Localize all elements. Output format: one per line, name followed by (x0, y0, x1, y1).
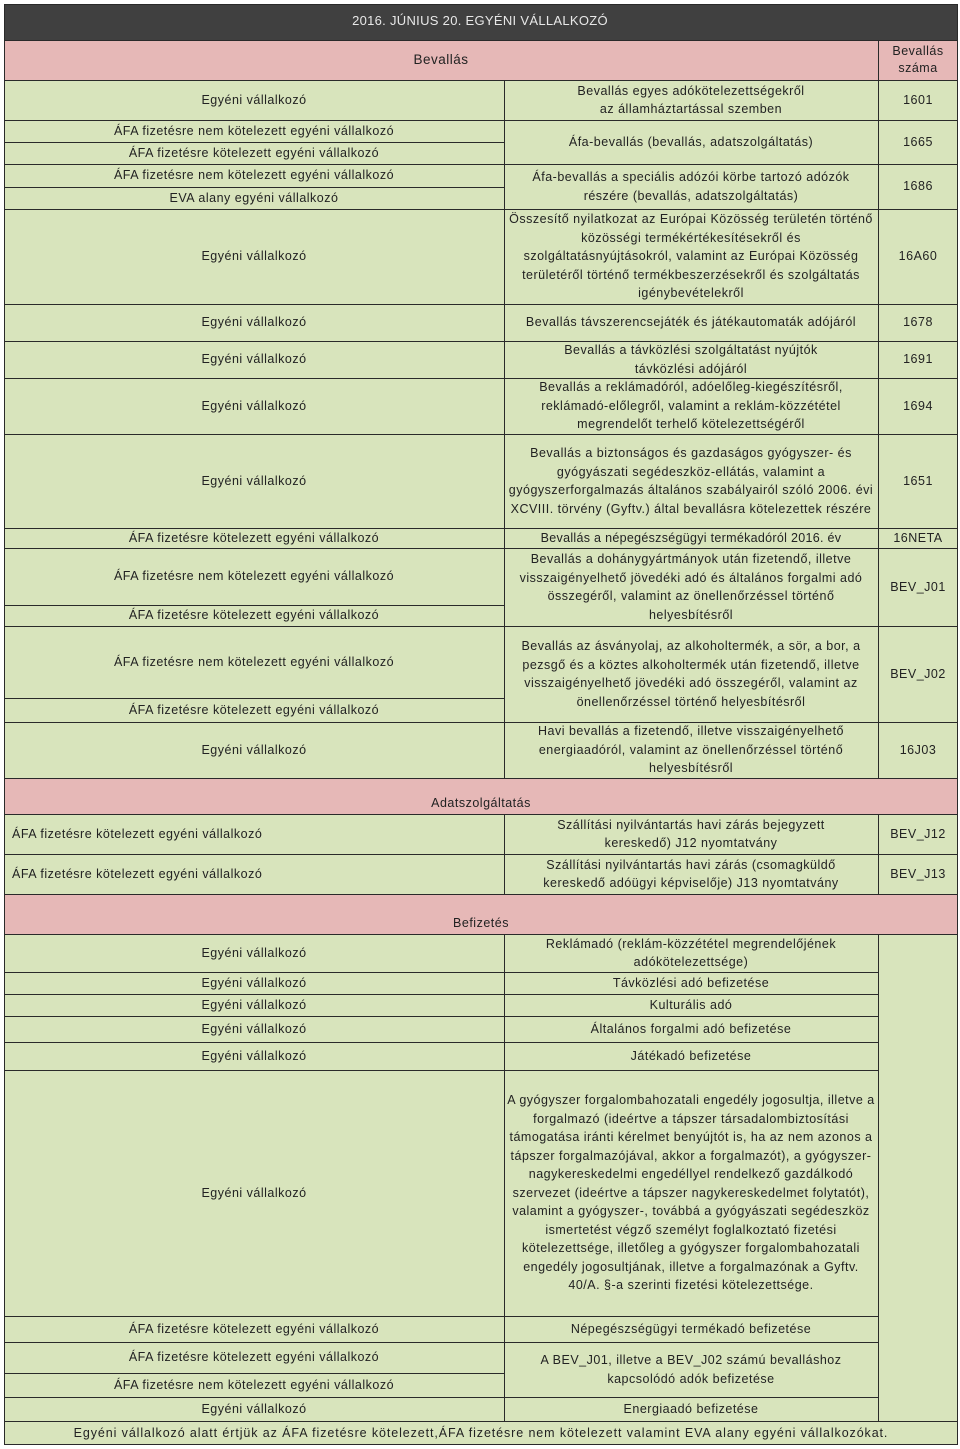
form-code: 16NETA (878, 528, 958, 548)
form-description: Bevallás az ásványolaj, az alkoholtermék, a sör, a bor, a pezsgő és a köztes alkoholtermék után fizetendő, illetve visszaigényelhető jövedéki adó összegéről, valamint az önellenőrzéssel történő helyesbítésről (504, 626, 878, 722)
form-code: 1691 (878, 341, 958, 378)
payment-description: Játékadó befizetése (504, 1042, 878, 1070)
taxpayer-cell: Egyéni vállalkozó (4, 378, 504, 434)
form-description: Bevallás egyes adókötelezettségekről az államháztartással szemben (504, 80, 878, 120)
taxpayer-cell: ÁFA fizetésre kötelezett egyéni vállalkozó (4, 142, 504, 164)
taxpayer-cell: Egyéni vállalkozó (4, 934, 504, 972)
taxpayer-cell: ÁFA fizetésre nem kötelezett egyéni vállalkozó (4, 1373, 504, 1397)
taxpayer-cell: Egyéni vállalkozó (4, 994, 504, 1016)
form-code: 1694 (878, 378, 958, 434)
payment-description: A gyógyszer forgalombahozatali engedély jogosultja, illetve a forgalmazó (ideértve a tápszer társadalombiztosítási támogatása iránti kérelmet benyújtót is, ha az nem azonos a tápszer forgalmazójával, akkor a forgalmazót), a gyógyszer-nagykereskedelmi engedéllyel rendelkező gazdálkodó szervezet (ideértve a tápszer nagykereskedelmet folytatót), valamint a gyógyszer-, továbbá a gyógyászati segédeszköz ismertetést végző személyt foglalkoztató fizetési kötelezettsége, illetőleg a gyógyszer forgalombahozatali engedély jogosultjának, illetve a forgalmazónak a Gyftv. 40/A. §-a szerinti fizetési kötelezettsége. (504, 1070, 878, 1316)
taxpayer-cell: ÁFA fizetésre kötelezett egyéni vállalkozó (4, 605, 504, 626)
form-code: BEV_J01 (878, 548, 958, 626)
taxpayer-cell: Egyéni vállalkozó (4, 1042, 504, 1070)
taxpayer-cell: Egyéni vállalkozó (4, 304, 504, 341)
taxpayer-cell: ÁFA fizetésre kötelezett egyéni vállalkozó (4, 528, 504, 548)
form-description: Bevallás a dohánygyártmányok után fizetendő, illetve visszaigényelhető jövedéki adó és általános forgalmi adó összegéről, valamint az önellenőrzéssel történő helyesbítésről (504, 548, 878, 626)
payment-description: Kulturális adó (504, 994, 878, 1016)
form-description: Áfa-bevallás a speciális adózói körbe tartozó adózók részére (bevallás, adatszolgáltatás) (504, 164, 878, 209)
column-header-bevallas-szama: Bevallás száma (878, 40, 958, 80)
taxpayer-cell: ÁFA fizetésre nem kötelezett egyéni vállalkozó (4, 626, 504, 698)
taxpayer-cell: Egyéni vállalkozó (4, 434, 504, 528)
payment-description: Energiaadó befizetése (504, 1397, 878, 1421)
taxpayer-cell: ÁFA fizetésre kötelezett egyéni vállalkozó (4, 1316, 504, 1342)
taxpayer-cell: ÁFA fizetésre kötelezett egyéni vállalkozó (4, 814, 504, 854)
payment-description: A BEV_J01, illetve a BEV_J02 számú bevalláshoz kapcsolódó adók befizetése (504, 1342, 878, 1397)
form-description: Szállítási nyilvántartás havi zárás bejegyzett kereskedő) J12 nyomtatvány (504, 814, 878, 854)
form-code: BEV_J13 (878, 854, 958, 894)
form-code: 1601 (878, 80, 958, 120)
section-header-befizetes: Befizetés (4, 894, 958, 934)
payment-description: Általános forgalmi adó befizetése (504, 1016, 878, 1042)
form-description: Bevallás a népegészségügyi termékadóról 2016. év (504, 528, 878, 548)
taxpayer-cell: Egyéni vállalkozó (4, 341, 504, 378)
form-code: 16J03 (878, 722, 958, 778)
code-column-empty (878, 934, 958, 1421)
taxpayer-cell: ÁFA fizetésre kötelezett egyéni vállalkozó (4, 698, 504, 722)
taxpayer-cell: ÁFA fizetésre nem kötelezett egyéni vállalkozó (4, 548, 504, 605)
taxpayer-cell: Egyéni vállalkozó (4, 972, 504, 994)
form-code: 1651 (878, 434, 958, 528)
form-description: Bevallás a biztonságos és gazdaságos gyógyszer- és gyógyászati segédeszköz-ellátás, valamint a gyógyszerforgalmazás általános szabályairól szóló 2006. évi XCVIII. törvény (Gyftv.) által bevallásra kötelezettek részére (504, 434, 878, 528)
payment-description: Távközlési adó befizetése (504, 972, 878, 994)
form-description: Szállítási nyilvántartás havi zárás (csomagküldő kereskedő adóügyi képviselője) J13 nyomtatvány (504, 854, 878, 894)
footer-note: Egyéni vállalkozó alatt értjük az ÁFA fizetésre kötelezett,ÁFA fizetésre nem kötelezett valamint EVA alany egyéni vállalkozókat. (4, 1421, 958, 1445)
form-code: BEV_J12 (878, 814, 958, 854)
page-title: 2016. JÚNIUS 20. EGYÉNI VÁLLALKOZÓ (352, 12, 608, 28)
form-code: 1678 (878, 304, 958, 341)
taxpayer-cell: Egyéni vállalkozó (4, 80, 504, 120)
form-code: 16A60 (878, 209, 958, 304)
form-code: 1686 (878, 164, 958, 209)
form-description: Havi bevallás a fizetendő, illetve visszaigényelhető energiaadóról, valamint az önellenőrzéssel történő helyesbítésről (504, 722, 878, 778)
taxpayer-cell: Egyéni vállalkozó (4, 722, 504, 778)
taxpayer-cell: ÁFA fizetésre nem kötelezett egyéni vállalkozó (4, 120, 504, 142)
taxpayer-cell: ÁFA fizetésre nem kötelezett egyéni vállalkozó (4, 164, 504, 187)
payment-description: Népegészségügyi termékadó befizetése (504, 1316, 878, 1342)
taxpayer-cell: ÁFA fizetésre kötelezett egyéni vállalkozó (4, 854, 504, 894)
form-code: 1665 (878, 120, 958, 164)
taxpayer-cell: Egyéni vállalkozó (4, 1070, 504, 1316)
taxpayer-cell: Egyéni vállalkozó (4, 1016, 504, 1042)
taxpayer-cell: Egyéni vállalkozó (4, 209, 504, 304)
section-header-adatszolgaltatas: Adatszolgáltatás (4, 778, 958, 814)
form-description: Bevallás a távközlési szolgáltatást nyújtók távközlési adójáról (504, 341, 878, 378)
section-header-bevallas: Bevallás (4, 40, 878, 80)
taxpayer-cell: ÁFA fizetésre kötelezett egyéni vállalkozó (4, 1342, 504, 1373)
taxpayer-cell: Egyéni vállalkozó (4, 1397, 504, 1421)
taxpayer-cell: EVA alany egyéni vállalkozó (4, 187, 504, 209)
form-description: Bevallás távszerencsejáték és játékautomaták adójáról (504, 304, 878, 341)
form-code: BEV_J02 (878, 626, 958, 722)
payment-description: Reklámadó (reklám-közzététel megrendelőjének adókötelezettsége) (504, 934, 878, 972)
form-description: Összesítő nyilatkozat az Európai Közösség területén történő közösségi termékértékesítésekről és szolgáltatásnyújtásokról, valamint az Európai Közösség területéről történő termékbeszerzésekről és szolgáltatás igénybevételekről (504, 209, 878, 304)
form-description: Bevallás a reklámadóról, adóelőleg-kiegészítésről, reklámadó-előlegről, valamint a reklám-közzététel megrendelőt terhelő kötelezettségéről (504, 378, 878, 434)
form-description: Áfa-bevallás (bevallás, adatszolgáltatás) (504, 120, 878, 164)
